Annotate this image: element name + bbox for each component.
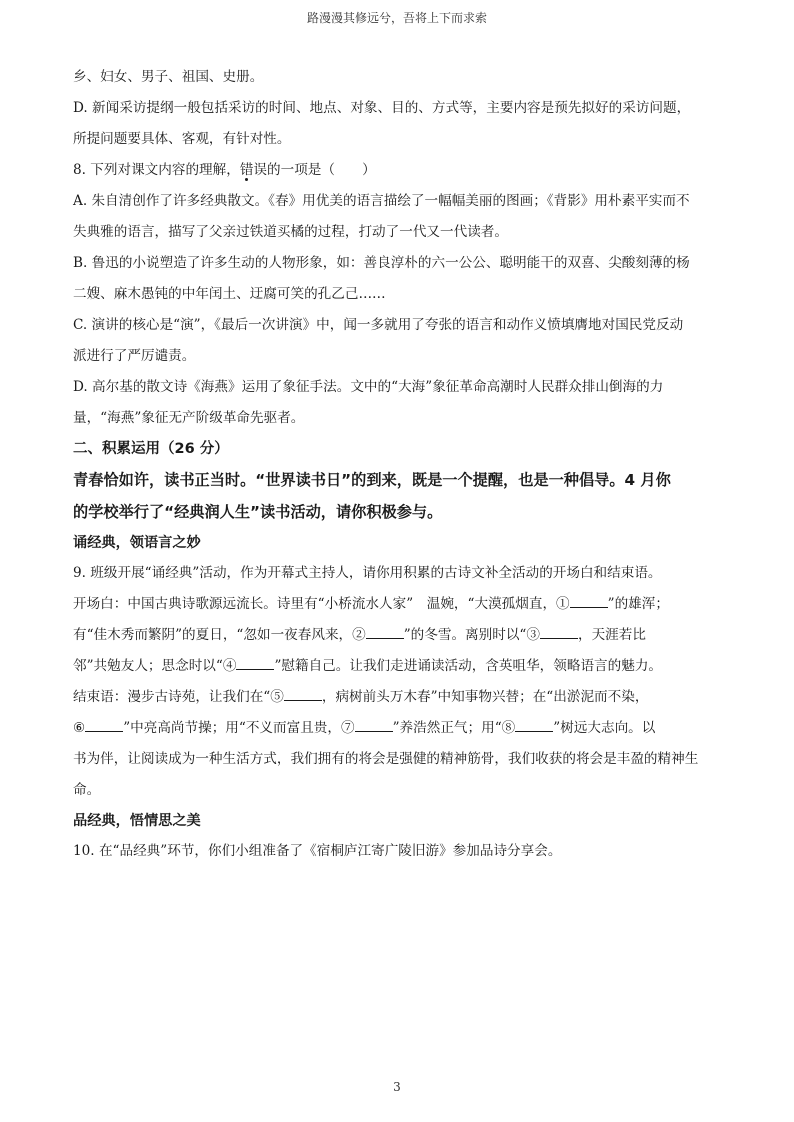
subheading-recite-classics: 诵经典，领语言之妙 [73, 535, 201, 551]
q8-option-a-line2: 失典雅的语言，描写了父亲过铁道买橘的过程，打动了一代又一代读者。 [73, 224, 508, 240]
opening-line3: 邻”共勉友人；思念时以“④ ”慰籍自己。让我们走进诵读活动，含英咀华，领略语言的魅力。 [73, 658, 663, 674]
blank-3[interactable] [540, 626, 578, 639]
closing-line2: ⑥ ”中亮高尚节操；用“不义而富且贵，⑦ ”养浩然正气；用“⑧ ”树远大志向。以 [73, 720, 656, 736]
page-header-motto: 路漫漫其修远兮，吾将上下而求索 [306, 11, 487, 25]
question-10: 10. 在“品经典”环节，你们小组准备了《宿桐庐江寄广陵旧游》参加品诗分享会。 [73, 843, 562, 859]
section-2-heading: 二、积累运用（26 分） [73, 441, 229, 457]
closing-line4: 命。 [73, 782, 101, 798]
document-body [73, 62, 723, 867]
q8-option-c-line2: 派进行了严厉谴责。 [73, 348, 196, 364]
q8-option-b-line2: 二嫂、麻木愚钝的中年闰土、迂腐可笑的孔乙己…… [73, 286, 386, 302]
blank-1[interactable] [570, 595, 608, 608]
closing-line1: 结束语：漫步古诗苑，让我们在“⑤ ，病树前头万木春”中知事物兴替；在“出淤泥而不染， [73, 689, 649, 705]
emphasis-mark: 错 [239, 162, 254, 178]
blank-2[interactable] [366, 626, 404, 639]
text-line: 所提问题要具体、客观，有针对性。 [73, 131, 291, 147]
q8-option-a-line1: A. 朱自清创作了许多经典散文。《春》用优美的语言描绘了一幅幅美丽的图画；《背影》用朴素平实而不 [73, 193, 690, 209]
q8-option-d-line1: D. 高尔基的散文诗《海燕》运用了象征手法。文中的“大海”象征革命高潮时人民群众排山倒海的力 [73, 379, 664, 395]
blank-6[interactable] [85, 719, 123, 732]
question-8: 8. 下列对课文内容的理解，错误的一项是（ ） [73, 162, 376, 178]
blank-4[interactable] [236, 657, 274, 670]
q8-option-b-line1: B. 鲁迅的小说塑造了许多生动的人物形象，如：善良淳朴的六一公公、聪明能干的双喜、尖酸刻薄的杨 [73, 255, 690, 271]
subheading-appreciate-classics: 品经典，悟情思之美 [73, 813, 201, 829]
q8-option-c-line1: C. 演讲的核心是“演”，《最后一次讲演》中，闻一多就用了夸张的语言和动作义愤填膺地对国民党反动 [73, 317, 684, 333]
opening-line2: 有“佳木秀而繁阴”的夏日，“忽如一夜春风来，② ”的冬雪。离别时以“③ ，天涯若比 [73, 627, 646, 643]
section-2-intro-line1: 青春恰如许，读书正当时。“世界读书日”的到来，既是一个提醒，也是一种倡导。4 月你 [73, 471, 671, 489]
closing-line3: 书为伴，让阅读成为一种生活方式，我们拥有的将会是强健的精神筋骨，我们收获的将会是丰盈的精神生 [73, 751, 699, 767]
blank-8[interactable] [515, 719, 553, 732]
q8-option-d-line2: 量，“海燕”象征无产阶级革命先驱者。 [73, 410, 305, 426]
opening-line1: 开场白：中国古典诗歌源远流长。诗里有“小桥流水人家” 温婉，“大漠孤烟直，① ”的雄浑； [73, 596, 669, 612]
question-9: 9. 班级开展“诵经典”活动，作为开幕式主持人，请你用积累的古诗文补全活动的开场白和结束语。 [73, 565, 662, 581]
page-number: 3 [393, 1080, 401, 1094]
option-d-q7: D. 新闻采访提纲一般包括采访的时间、地点、对象、目的、方式等，主要内容是预先拟好的采访问题， [73, 100, 691, 116]
text-line: 乡、妇女、男子、祖国、史册。 [73, 69, 264, 85]
section-2-intro-line2: 的学校举行了“经典润人生”读书活动，请你积极参与。 [73, 503, 443, 521]
blank-5[interactable] [284, 688, 322, 701]
blank-7[interactable] [355, 719, 393, 732]
